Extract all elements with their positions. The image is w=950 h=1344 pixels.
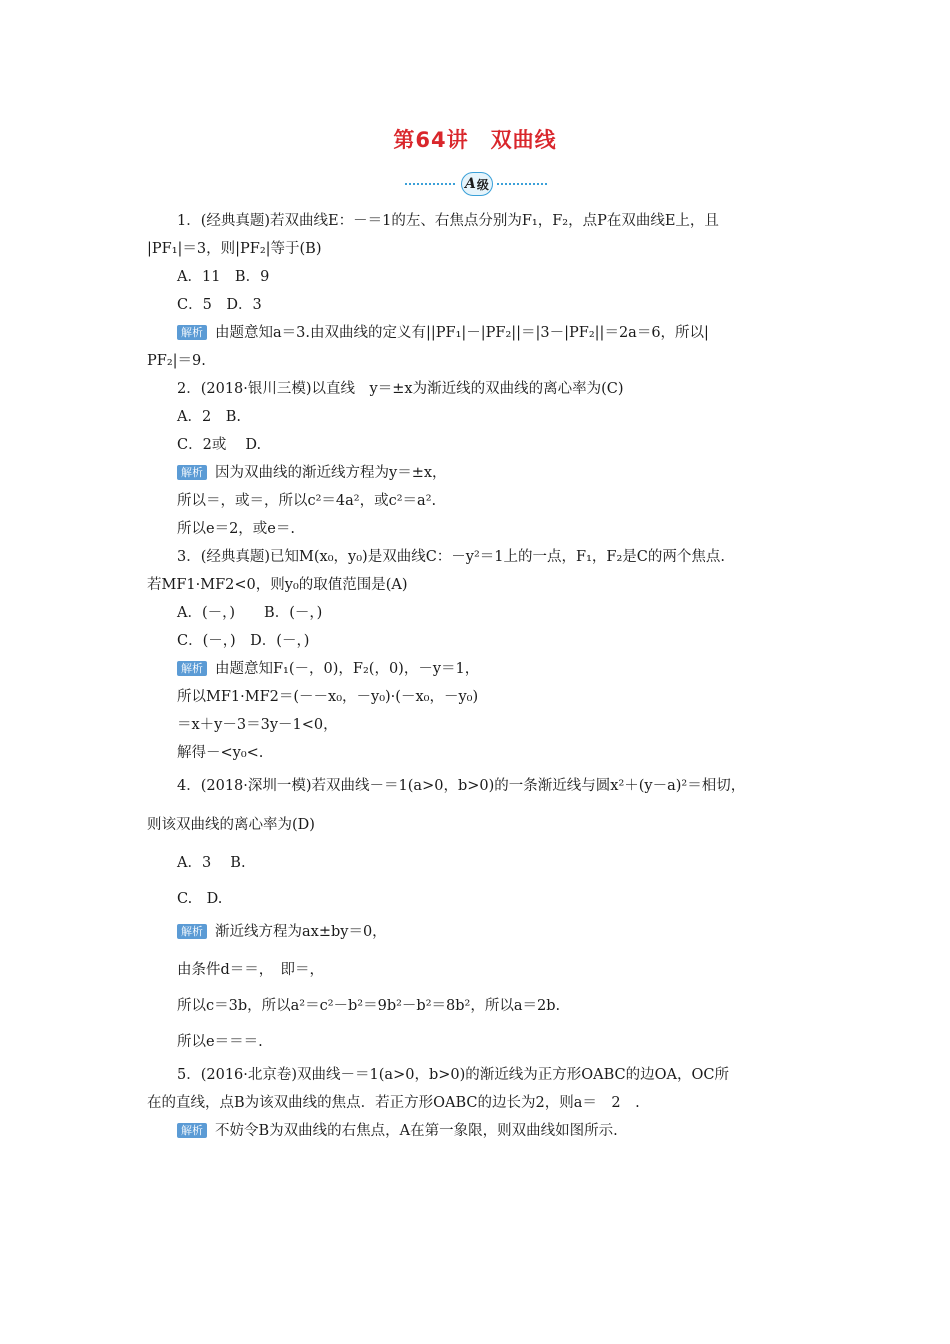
analysis-tag: 解析: [177, 924, 207, 939]
problem-5-text: 在的直线，点B为该双曲线的焦点．若正方形OABC的边长为2，则a＝ 2 .: [147, 1095, 640, 1111]
problem-2-options: A．2 B.: [177, 409, 241, 425]
problem-1-options: A．11 B．9: [177, 269, 270, 285]
page-title: 第64讲 双曲线: [393, 128, 557, 152]
dotted-divider-left: [405, 183, 455, 185]
analysis-tag: 解析: [177, 1123, 207, 1138]
problem-3-analysis: 解析 由题意知F₁(－，0)，F₂(，0)，－y＝1，: [177, 659, 479, 679]
problem-1-options: C．5 D．3: [177, 297, 262, 313]
problem-3-analysis: 解得－<y₀<.: [177, 745, 264, 761]
analysis-tag: 解析: [177, 325, 207, 340]
problem-1-analysis: PF₂|＝9.: [147, 353, 206, 369]
problem-4-text: 则该双曲线的离心率为(D): [147, 817, 315, 833]
problem-3-options: A．(－，) B．(－，): [177, 605, 323, 621]
problem-1-text: 1．(经典真题)若双曲线E：－＝1的左、右焦点分别为F₁，F₂，点P在双曲线E上，且: [177, 213, 719, 229]
problem-2-analysis: 所以＝，或＝，所以c²＝4a²，或c²＝a².: [177, 493, 437, 509]
problem-2-text: 2．(2018·银川三模)以直线 y＝±x为渐近线的双曲线的离心率为(C): [177, 381, 624, 397]
problem-5-text: 5．(2016·北京卷)双曲线－＝1(a>0，b>0)的渐近线为正方形OABC的边OA，OC所: [177, 1067, 729, 1083]
analysis-tag: 解析: [177, 465, 207, 480]
problem-4-text: 4．(2018·深圳一模)若双曲线－＝1(a>0，b>0)的一条渐近线与圆x²＋(y－a)²＝相切，: [177, 778, 746, 794]
problem-2-options: C．2或 D.: [177, 437, 262, 453]
problem-4-analysis: 所以e＝＝＝.: [177, 1034, 263, 1050]
problem-1-analysis: 解析 由题意知a＝3.由双曲线的定义有||PF₁|－|PF₂||＝|3－|PF₂||＝2a＝6，所以|: [177, 323, 709, 343]
problem-2-analysis: 所以e＝2，或e＝.: [177, 521, 295, 537]
problem-3-text: 若MF1·MF2<0，则y₀的取值范围是(A): [147, 577, 408, 593]
problem-4-options: A．3 B.: [177, 855, 246, 871]
problem-4-analysis: 所以c＝3b，所以a²＝c²－b²＝9b²－b²＝8b²，所以a＝2b.: [177, 998, 561, 1014]
dotted-divider-right: [497, 183, 547, 185]
problem-4-analysis: 解析 渐近线方程为ax±by＝0，: [177, 922, 387, 942]
problem-4-options: C. D.: [177, 891, 223, 907]
problem-3-analysis: ＝x＋y－3＝3y－1<0，: [177, 717, 338, 733]
problem-3-analysis: 所以MF1·MF2＝(－－x₀，－y₀)·(－x₀，－y₀): [177, 689, 479, 705]
problem-4-analysis: 由条件d＝＝， 即＝，: [177, 962, 325, 978]
problem-5-analysis: 解析 不妨令B为双曲线的右焦点，A在第一象限，则双曲线如图所示.: [177, 1121, 618, 1141]
analysis-tag: 解析: [177, 661, 207, 676]
problem-1-text: |PF₁|＝3，则|PF₂|等于(B): [147, 241, 322, 257]
problem-3-options: C．(－，) D．(－，): [177, 633, 310, 649]
problem-2-analysis: 解析 因为双曲线的渐近线方程为y＝±x，: [177, 463, 447, 483]
level-a-icon: A 级: [461, 172, 493, 196]
problem-3-text: 3．(经典真题)已知M(x₀，y₀)是双曲线C：－y²＝1上的一点，F₁，F₂是C的两个焦点.: [177, 549, 725, 565]
level-a-badge: [405, 172, 547, 196]
